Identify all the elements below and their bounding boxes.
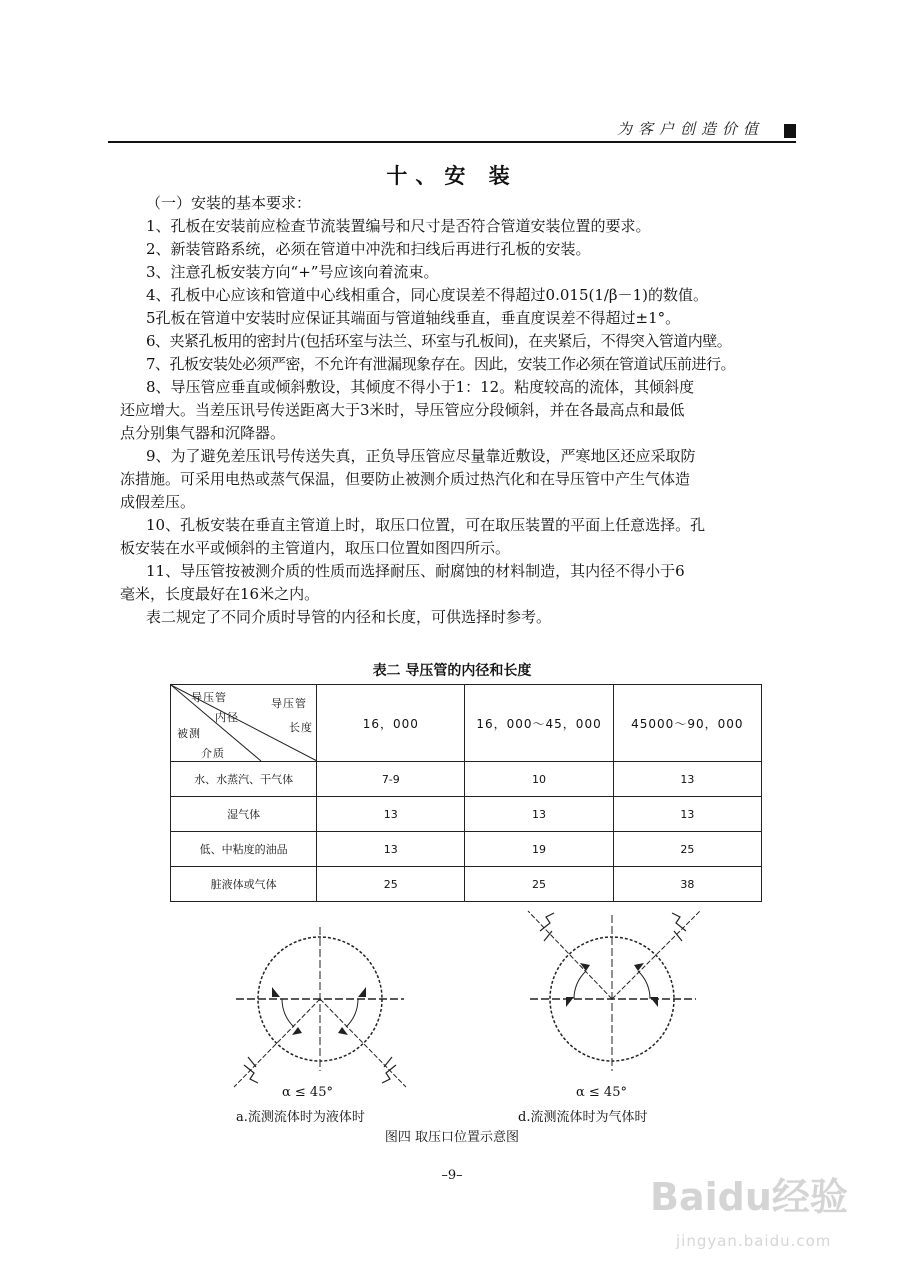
body-text [120, 192, 802, 629]
arrow-icon [292, 1027, 302, 1035]
tap-fitting-right-a [540, 913, 554, 941]
table-cell: 13 [317, 797, 465, 832]
table-cell: 13 [613, 762, 761, 797]
paragraph-10-line-2: 板安装在水平或倾斜的主管道内，取压口位置如图四所示。 [120, 539, 511, 557]
angle-arc-left-b [346, 999, 358, 1027]
table-header-row [171, 685, 762, 762]
table-row [171, 797, 762, 832]
angle-arc-right-b [638, 971, 650, 999]
paragraph-12: 表二规定了不同介质时导管的内径和长度，可供选择时参考。 [146, 608, 552, 626]
table-corner-cell [171, 685, 317, 762]
paragraph-8-line-2: 还应增大。当差压讯号传送距离大于3米时，导压管应分段倾斜，并在各最高点和最低 [120, 401, 685, 419]
column-header-1: 16，000 [317, 685, 465, 762]
column-header-2: 16，000～45，000 [465, 685, 613, 762]
angle-arc-left-a [282, 999, 294, 1027]
paragraph-9-line-3: 成假差压。 [120, 493, 196, 511]
row-medium-label: 脏液体或气体 [171, 867, 317, 902]
left-diagram-caption: a.流测流体时为液体时 [236, 1110, 365, 1125]
table-row [171, 867, 762, 902]
table-cell: 13 [465, 797, 613, 832]
paragraph-10-line-1: 10、孔板安装在垂直主管道上时，取压口位置，可在取压装置的平面上任意选择。孔 [146, 516, 706, 534]
table-cell: 38 [613, 867, 761, 902]
table-cell: 25 [613, 832, 761, 867]
pressure-tap-diagram [0, 905, 904, 1125]
row-medium-label: 水、水蒸汽、干气体 [171, 762, 317, 797]
corner-label-length: 长度 [289, 721, 313, 734]
arrow-icon [650, 997, 658, 1007]
paragraph-11-line-2: 毫米，长度最好在16米之内。 [120, 585, 320, 603]
tap-fitting-left-b [382, 1057, 396, 1083]
tap-line-right-a [528, 911, 612, 999]
paragraph-1: 1、孔板在安装前应检查节流装置编号和尺寸是否符合管道安装位置的要求。 [146, 217, 651, 235]
arrow-icon [358, 987, 366, 997]
arrow-icon [338, 1027, 348, 1035]
paragraph-5: 5孔板在管道中安装时应保证其端面与管道轴线垂直，垂直度误差不得超过±1°。 [146, 309, 681, 327]
header-square [784, 124, 796, 138]
watermark-url: jingyan.baidu.com [676, 1232, 832, 1250]
row-medium-label: 低、中粘度的油品 [171, 832, 317, 867]
table-cell: 13 [613, 797, 761, 832]
table-cell: 13 [317, 832, 465, 867]
paragraph-9-line-1: 9、为了避免差压讯号传送失真，正负导压管应尽量靠近敷设，严寒地区还应采取防 [146, 447, 696, 465]
arrow-icon [566, 997, 574, 1007]
watermark-logo-text: Baidu经验 [650, 1175, 848, 1219]
corner-label-pipe-left: 导压管 [191, 691, 227, 704]
table-row [171, 762, 762, 797]
right-angle-label: α ≤ 45° [576, 1085, 627, 1100]
table-cell: 7-9 [317, 762, 465, 797]
table-caption: 表二 导压管的内径和长度 [372, 663, 532, 679]
paragraph-8-line-1: 8、导压管应垂直或倾斜敷设，其倾度不得小于1：12。粘度较高的流体，其倾斜度 [146, 378, 695, 396]
table-cell: 19 [465, 832, 613, 867]
section-subtitle: （一）安装的基本要求： [146, 194, 312, 212]
right-diagram-caption: d.流测流体时为气体时 [518, 1110, 648, 1125]
paragraph-11-line-1: 11、导压管按被测介质的性质而选择耐压、耐腐蚀的材料制造，其内径不得小于6 [146, 562, 685, 580]
baidu-watermark [646, 1160, 856, 1260]
gas-tap-diagram [528, 911, 700, 1071]
angle-arc-right-a [574, 971, 586, 999]
paragraph-8-line-3: 点分别集气器和沉降器。 [120, 424, 286, 442]
section-title: 十、安 装 [386, 163, 518, 188]
table-row [171, 832, 762, 867]
table-cell: 10 [465, 762, 613, 797]
baidu-logo-icon [646, 1160, 856, 1230]
corner-label-medium: 介质 [201, 747, 225, 760]
header-rule [108, 141, 796, 143]
arrow-icon [634, 963, 644, 971]
tap-fitting-left-a [244, 1057, 258, 1083]
pressure-pipe-table [170, 684, 762, 902]
arrow-icon [272, 987, 280, 997]
liquid-tap-diagram [234, 927, 406, 1087]
paragraph-7: 7、孔板安装处必须严密，不允许有泄漏现象存在。因此，安装工作必须在管道试压前进行。 [146, 355, 736, 373]
left-angle-label: α ≤ 45° [282, 1085, 333, 1100]
paragraph-2: 2、新装管路系统，必须在管道中冲洗和扫线后再进行孔板的安装。 [146, 240, 591, 258]
paragraph-3: 3、注意孔板安装方向“+”号应该向着流束。 [146, 263, 439, 281]
table-cell: 25 [465, 867, 613, 902]
row-medium-label: 湿气体 [171, 797, 317, 832]
column-header-3: 45000～90，000 [613, 685, 761, 762]
corner-label-measured: 被测 [177, 727, 201, 740]
page-number: –9– [441, 1168, 463, 1183]
header-slogan: 为客户创造价值 [616, 120, 764, 138]
table-cell: 25 [317, 867, 465, 902]
paragraph-4: 4、孔板中心应该和管道中心线相重合，同心度误差不得超过0.015(1/β－1)的数值。 [146, 286, 709, 304]
tap-line-left-b [320, 999, 406, 1087]
corner-label-inner-diameter: 内径 [215, 711, 239, 724]
paragraph-6: 6、夹紧孔板用的密封片(包括环室与法兰、环室与孔板间)，在夹紧后，不得突入管道内壁。 [146, 332, 732, 350]
corner-label-pipe-right: 导压管 [271, 697, 307, 710]
figure-caption: 图四 取压口位置示意图 [384, 1130, 520, 1145]
paragraph-9-line-2: 冻措施。可采用电热或蒸气保温，但要防止被测介质过热汽化和在导压管中产生气体造 [120, 470, 691, 488]
